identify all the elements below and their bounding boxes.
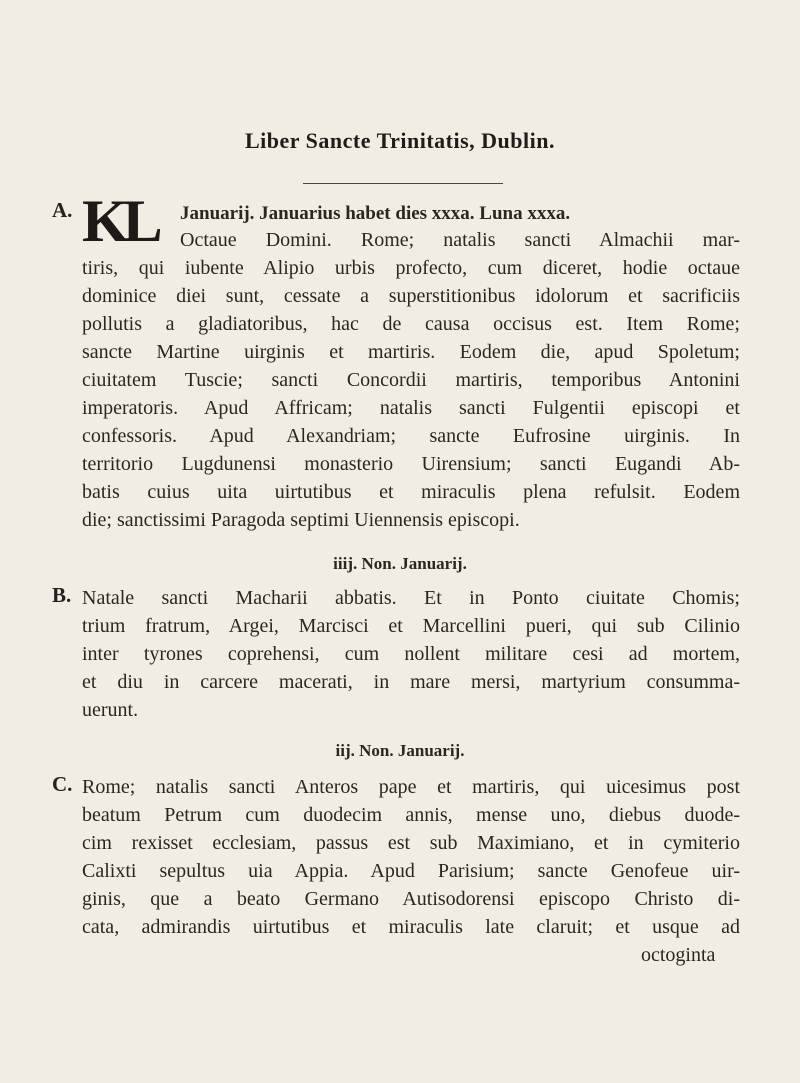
dominical-letter-a: A. [52, 198, 73, 222]
text-line: Rome; natalis sancti Anteros pape et martiris, qui uicesimus post [82, 776, 740, 798]
running-title: Liber Sancte Trinitatis, Dublin. [245, 128, 555, 153]
dominical-letter-c: C. [52, 772, 73, 796]
text-line: territorio Lugdunensi monasterio Uirensium; sancti Eugandi Ab- [82, 453, 740, 475]
text-line: Natale sancti Macharii abbatis. Et in Ponto ciuitate Chomis; [82, 587, 740, 609]
text-line: confessoris. Apud Alexandriam; sancte Eufrosine uirginis. In [82, 425, 740, 447]
catchword: octoginta [641, 944, 716, 966]
text-line: cata, admirandis uirtutibus et miraculis late claruit; et usque ad [82, 916, 740, 938]
title-rule [303, 183, 503, 184]
text-line: sancte Martine uirginis et martiris. Eodem die, apud Spoletum; [82, 341, 740, 363]
text-line: die; sanctissimi Paragoda septimi Uiennensis episcopi. [82, 509, 520, 531]
text-line: cim rexisset ecclesiam, passus est sub Maximiano, et in cymiterio [82, 832, 740, 854]
text-line: batis cuius uita uirtutibus et miraculis plena refulsit. Eodem [82, 481, 740, 503]
text-line: pollutis a gladiatoribus, hac de causa occisus est. Item Rome; [82, 313, 740, 335]
dominical-letter-b: B. [52, 583, 72, 607]
text-line: imperatoris. Apud Affricam; natalis sancti Fulgentii episcopi et [82, 397, 740, 419]
text-line: uerunt. [82, 699, 139, 721]
day-subheading: iiij. Non. Januarij. [333, 554, 467, 573]
text-line: ginis, que a beato Germano Autisodorensi episcopo Christo di- [82, 888, 740, 910]
kl-dropcap: KL [82, 188, 157, 254]
month-heading: Januarij. Januarius habet dies xxxa. Luna xxxa. [180, 203, 571, 224]
text-line: Octaue Domini. Rome; natalis sancti Almachii mar- [180, 229, 740, 251]
text-line: trium fratrum, Argei, Marcisci et Marcellini pueri, qui sub Cilinio [82, 615, 740, 637]
day-subheading: iij. Non. Januarij. [335, 741, 465, 760]
text-line: beatum Petrum cum duodecim annis, mense uno, diebus duode- [82, 804, 740, 826]
text-line: et diu in carcere macerati, in mare mersi, martyrium consumma- [82, 671, 740, 693]
text-line: ciuitatem Tuscie; sancti Concordii martiris, temporibus Antonini [82, 369, 740, 391]
text-line: Calixti sepultus uia Appia. Apud Parisium; sancte Genofeue uir- [82, 860, 740, 882]
text-line: dominice diei sunt, cessate a superstitionibus idolorum et sacrificiis [82, 285, 740, 307]
text-line: tiris, qui iubente Alipio urbis profecto, cum diceret, hodie octaue [82, 257, 740, 279]
text-line: inter tyrones coprehensi, cum nollent militare cesi ad mortem, [82, 643, 740, 665]
